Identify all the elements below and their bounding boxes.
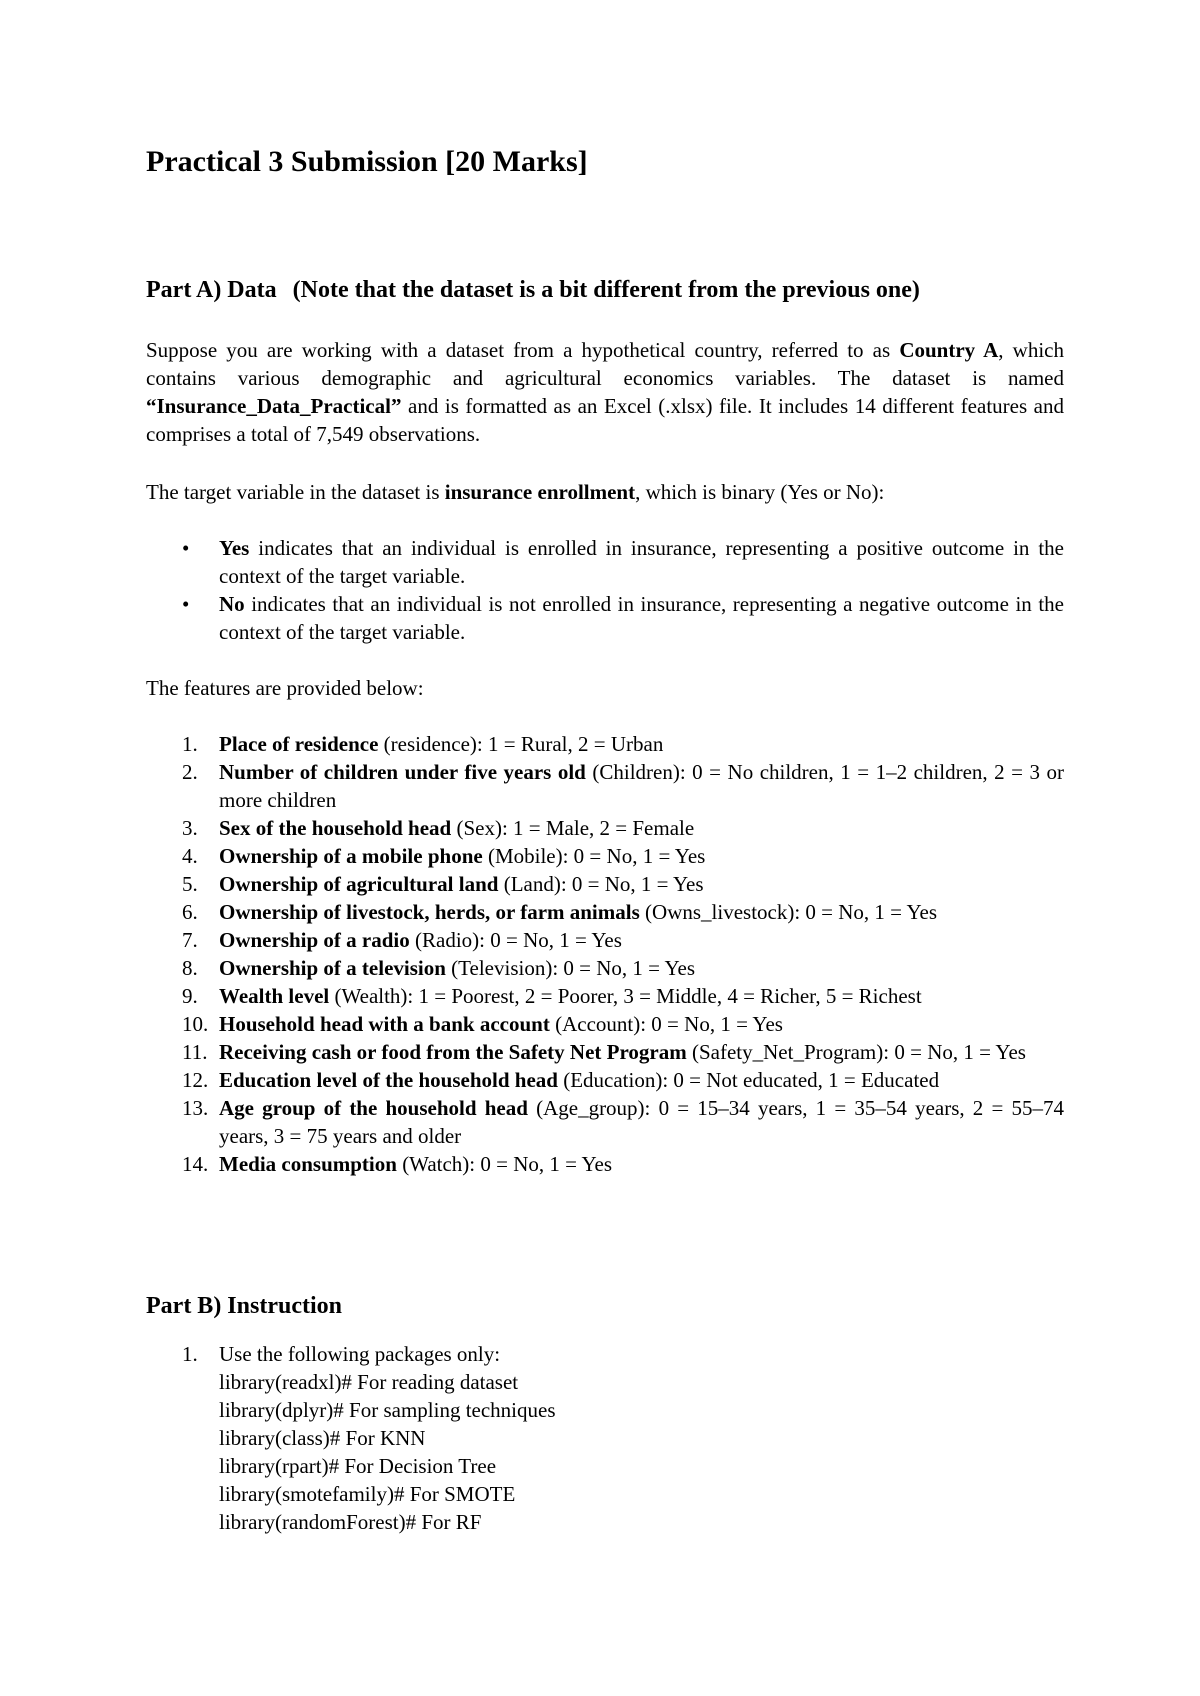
feature-name: Ownership of a mobile phone (219, 844, 483, 868)
feature-number: 4. (182, 844, 198, 868)
feature-number: 6. (182, 900, 198, 924)
feature-number: 10. (182, 1012, 209, 1036)
feature-description: (Sex): 1 = Male, 2 = Female (451, 816, 695, 840)
feature-item (146, 1066, 1064, 1094)
feature-number: 3. (182, 816, 198, 840)
feature-description: (Children): 0 = No children, 1 = 1–2 children, 2 = 3 or more children (219, 760, 1064, 812)
bullet-text: indicates that an individual is enrolled in insurance, representing a positive outcome in the context of the target variable. (219, 536, 1064, 588)
feature-description: (Land): 0 = No, 1 = Yes (498, 872, 704, 896)
page-title: Practical 3 Submission [20 Marks] (146, 145, 588, 178)
feature-description: (Television): 0 = No, 1 = Yes (445, 956, 696, 980)
instruction-text: Use the following packages only: (219, 1342, 501, 1366)
feature-item (146, 814, 1064, 842)
feature-name: Place of residence (219, 732, 379, 756)
feature-name: Education level of the household head (219, 1068, 558, 1092)
package-line: library(smotefamily)# For SMOTE (219, 1482, 516, 1506)
feature-number: 11. (182, 1040, 208, 1064)
feature-item (146, 842, 1064, 870)
package-line: library(rpart)# For Decision Tree (219, 1454, 497, 1478)
intro-text-1: Suppose you are working with a dataset from a hypothetical country, referred to as (146, 338, 900, 362)
feature-name: Ownership of agricultural land (219, 872, 499, 896)
target-text-2: , which is binary (Yes or No): (635, 480, 885, 504)
bullet-text: indicates that an individual is not enrolled in insurance, representing a negative outcome in the context of the target variable. (219, 592, 1064, 644)
feature-item (146, 1094, 1064, 1150)
feature-description: (Account): 0 = No, 1 = Yes (549, 1012, 783, 1036)
bullet-marker: • (182, 592, 190, 616)
part-a-note: (Note that the dataset is a bit different from the previous one) (292, 277, 920, 303)
feature-number: 1. (182, 732, 198, 756)
features-list (146, 730, 1064, 1178)
feature-number: 13. (182, 1096, 209, 1120)
feature-number: 5. (182, 872, 198, 896)
feature-item (146, 1150, 1064, 1178)
bullet-term: Yes (219, 536, 250, 560)
intro-paragraph (146, 336, 1064, 448)
feature-description: (Radio): 0 = No, 1 = Yes (409, 928, 622, 952)
dataset-name: “Insurance_Data_Practical” (146, 394, 402, 418)
feature-description: (Safety_Net_Program): 0 = No, 1 = Yes (686, 1040, 1026, 1064)
package-line: library(dplyr)# For sampling techniques (219, 1398, 556, 1422)
feature-name: Sex of the household head (219, 816, 452, 840)
feature-item (146, 898, 1064, 926)
feature-number: 2. (182, 760, 198, 784)
country-name: Country A (899, 338, 999, 362)
instruction-number: 1. (182, 1342, 198, 1366)
bullet-term: No (219, 592, 245, 616)
feature-item (146, 954, 1064, 982)
feature-description: (Owns_livestock): 0 = No, 1 = Yes (639, 900, 938, 924)
feature-name: Ownership of livestock, herds, or farm animals (219, 900, 640, 924)
feature-number: 7. (182, 928, 198, 952)
feature-item (146, 730, 1064, 758)
feature-name: Household head with a bank account (219, 1012, 550, 1036)
package-line: library(readxl)# For reading dataset (219, 1370, 519, 1394)
feature-name: Ownership of a radio (219, 928, 410, 952)
instruction-list (146, 1340, 1064, 1536)
feature-number: 12. (182, 1068, 209, 1092)
intro-text-2: , which contains various demographic and agricultural economics variables. The dataset is named (146, 338, 1064, 390)
feature-number: 9. (182, 984, 198, 1008)
intro-text-3: and is formatted as an Excel (.xlsx) file. It includes 14 different features and comprises a total of 7,549 observations. (146, 394, 1064, 446)
bullet-marker: • (182, 536, 190, 560)
feature-name: Age group of the household head (219, 1096, 528, 1120)
part-b-heading: Part B) Instruction (146, 1293, 342, 1319)
package-line: library(randomForest)# For RF (219, 1510, 482, 1534)
bullet-item (146, 534, 1064, 590)
feature-item (146, 982, 1064, 1010)
feature-description: (Wealth): 1 = Poorest, 2 = Poorer, 3 = Middle, 4 = Richer, 5 = Richest (329, 984, 922, 1008)
instruction-item (146, 1340, 1064, 1536)
feature-description: (Watch): 0 = No, 1 = Yes (396, 1152, 613, 1176)
features-intro: The features are provided below: (146, 676, 424, 700)
feature-name: Media consumption (219, 1152, 397, 1176)
feature-name: Receiving cash or food from the Safety Net Program (219, 1040, 687, 1064)
feature-description: (Age_group): 0 = 15–34 years, 1 = 35–54 years, 2 = 55–74 years, 3 = 75 years and older (219, 1096, 1065, 1148)
target-text-1: The target variable in the dataset is (146, 480, 445, 504)
feature-name: Number of children under five years old (219, 760, 586, 784)
bullet-item (146, 590, 1064, 646)
target-variable: insurance enrollment (444, 480, 636, 504)
feature-number: 14. (182, 1152, 209, 1176)
target-paragraph (146, 478, 1064, 506)
package-line: library(class)# For KNN (219, 1426, 426, 1450)
feature-name: Ownership of a television (219, 956, 446, 980)
feature-item (146, 1010, 1064, 1038)
part-a-heading (146, 274, 920, 306)
feature-item (146, 1038, 1064, 1066)
feature-item (146, 926, 1064, 954)
feature-description: (Education): 0 = Not educated, 1 = Educated (557, 1068, 940, 1092)
feature-item (146, 758, 1064, 814)
feature-description: (Mobile): 0 = No, 1 = Yes (482, 844, 706, 868)
feature-description: (residence): 1 = Rural, 2 = Urban (378, 732, 664, 756)
feature-item (146, 870, 1064, 898)
target-bullet-list (146, 534, 1064, 646)
part-a-title: Part A) Data (146, 277, 277, 303)
feature-number: 8. (182, 956, 198, 980)
feature-name: Wealth level (219, 984, 330, 1008)
